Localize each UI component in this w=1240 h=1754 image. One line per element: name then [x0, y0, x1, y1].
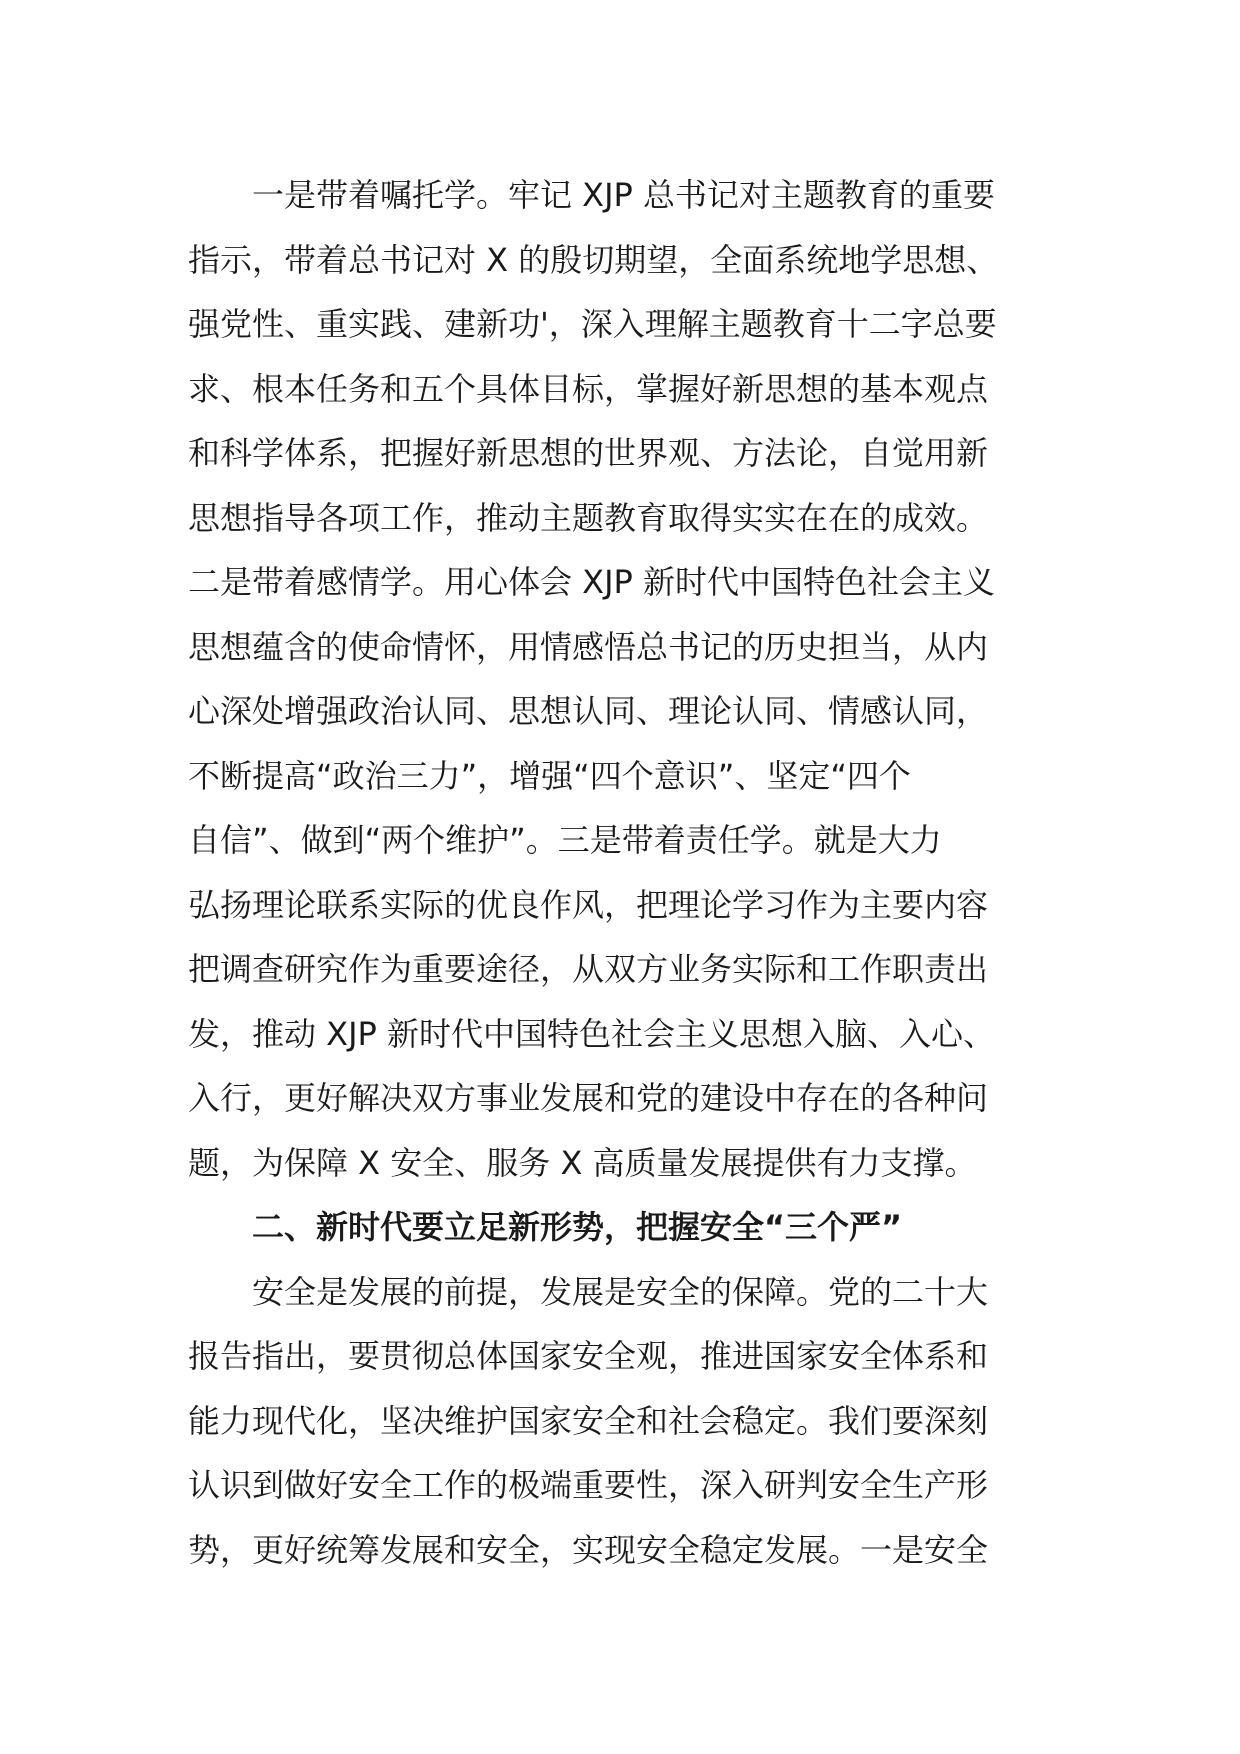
- paragraph-line: 一是带着嘱托学。牢记 XJP 总书记对主题教育的重要: [188, 176, 996, 214]
- paragraph-line: 求、根本任务和五个具体目标，掌握好新思想的基本观点: [188, 369, 989, 408]
- paragraph-line: 不断提高“政治三力”，增强“四个意识”、坚定“四个: [188, 756, 911, 795]
- paragraph-line: 势，更好统筹发展和安全，实现安全稳定发展。一是安全: [188, 1530, 989, 1569]
- paragraph-line: 报告指出，要贯彻总体国家安全观，推进国家安全体系和: [188, 1337, 989, 1375]
- paragraph-line: 二是带着感情学。用心体会 XJP 新时代中国特色社会主义: [188, 563, 996, 601]
- paragraph-line: 强党性、重实践、建新功'，深入理解主题教育十二字总要: [188, 305, 997, 343]
- section-heading: 二、新时代要立足新形势，把握安全“三个严”: [188, 1208, 903, 1246]
- paragraph-line: 发，推动 XJP 新时代中国特色社会主义思想入脑、入心、: [188, 1014, 996, 1053]
- paragraph-line: 入行，更好解决双方事业发展和党的建设中存在的各种问: [188, 1079, 989, 1117]
- document-page: [188, 163, 1058, 1582]
- paragraph-line: 和科学体系，把握好新思想的世界观、方法论，自觉用新: [188, 434, 989, 472]
- paragraph-line: 认识到做好安全工作的极端重要性，深入研判安全生产形: [188, 1466, 989, 1504]
- paragraph-line: 弘扬理论联系实际的优良作风，把理论学习作为主要内容: [188, 885, 989, 924]
- paragraph-line: 题，为保障 X 安全、服务 X 高质量发展提供有力支撑。: [188, 1143, 977, 1182]
- paragraph-line: 能力现代化，坚决维护国家安全和社会稳定。我们要深刻: [188, 1401, 989, 1440]
- paragraph-line: 把调查研究作为重要途径，从双方业务实际和工作职责出: [188, 950, 989, 988]
- paragraph-line: 心深处增强政治认同、思想认同、理论认同、情感认同，: [188, 692, 989, 730]
- paragraph-line: 自信”、做到“两个维护”。三是带着责任学。就是大力: [188, 821, 942, 859]
- paragraph-line: 安全是发展的前提，发展是安全的保障。党的二十大: [188, 1272, 989, 1311]
- paragraph-line: 思想蕴含的使命情怀，用情感悟总书记的历史担当，从内: [188, 627, 989, 666]
- paragraph-line: 思想指导各项工作，推动主题教育取得实实在在的成效。: [188, 498, 989, 537]
- paragraph-line: 指示，带着总书记对 X 的殷切期望，全面系统地学思想、: [188, 240, 999, 279]
